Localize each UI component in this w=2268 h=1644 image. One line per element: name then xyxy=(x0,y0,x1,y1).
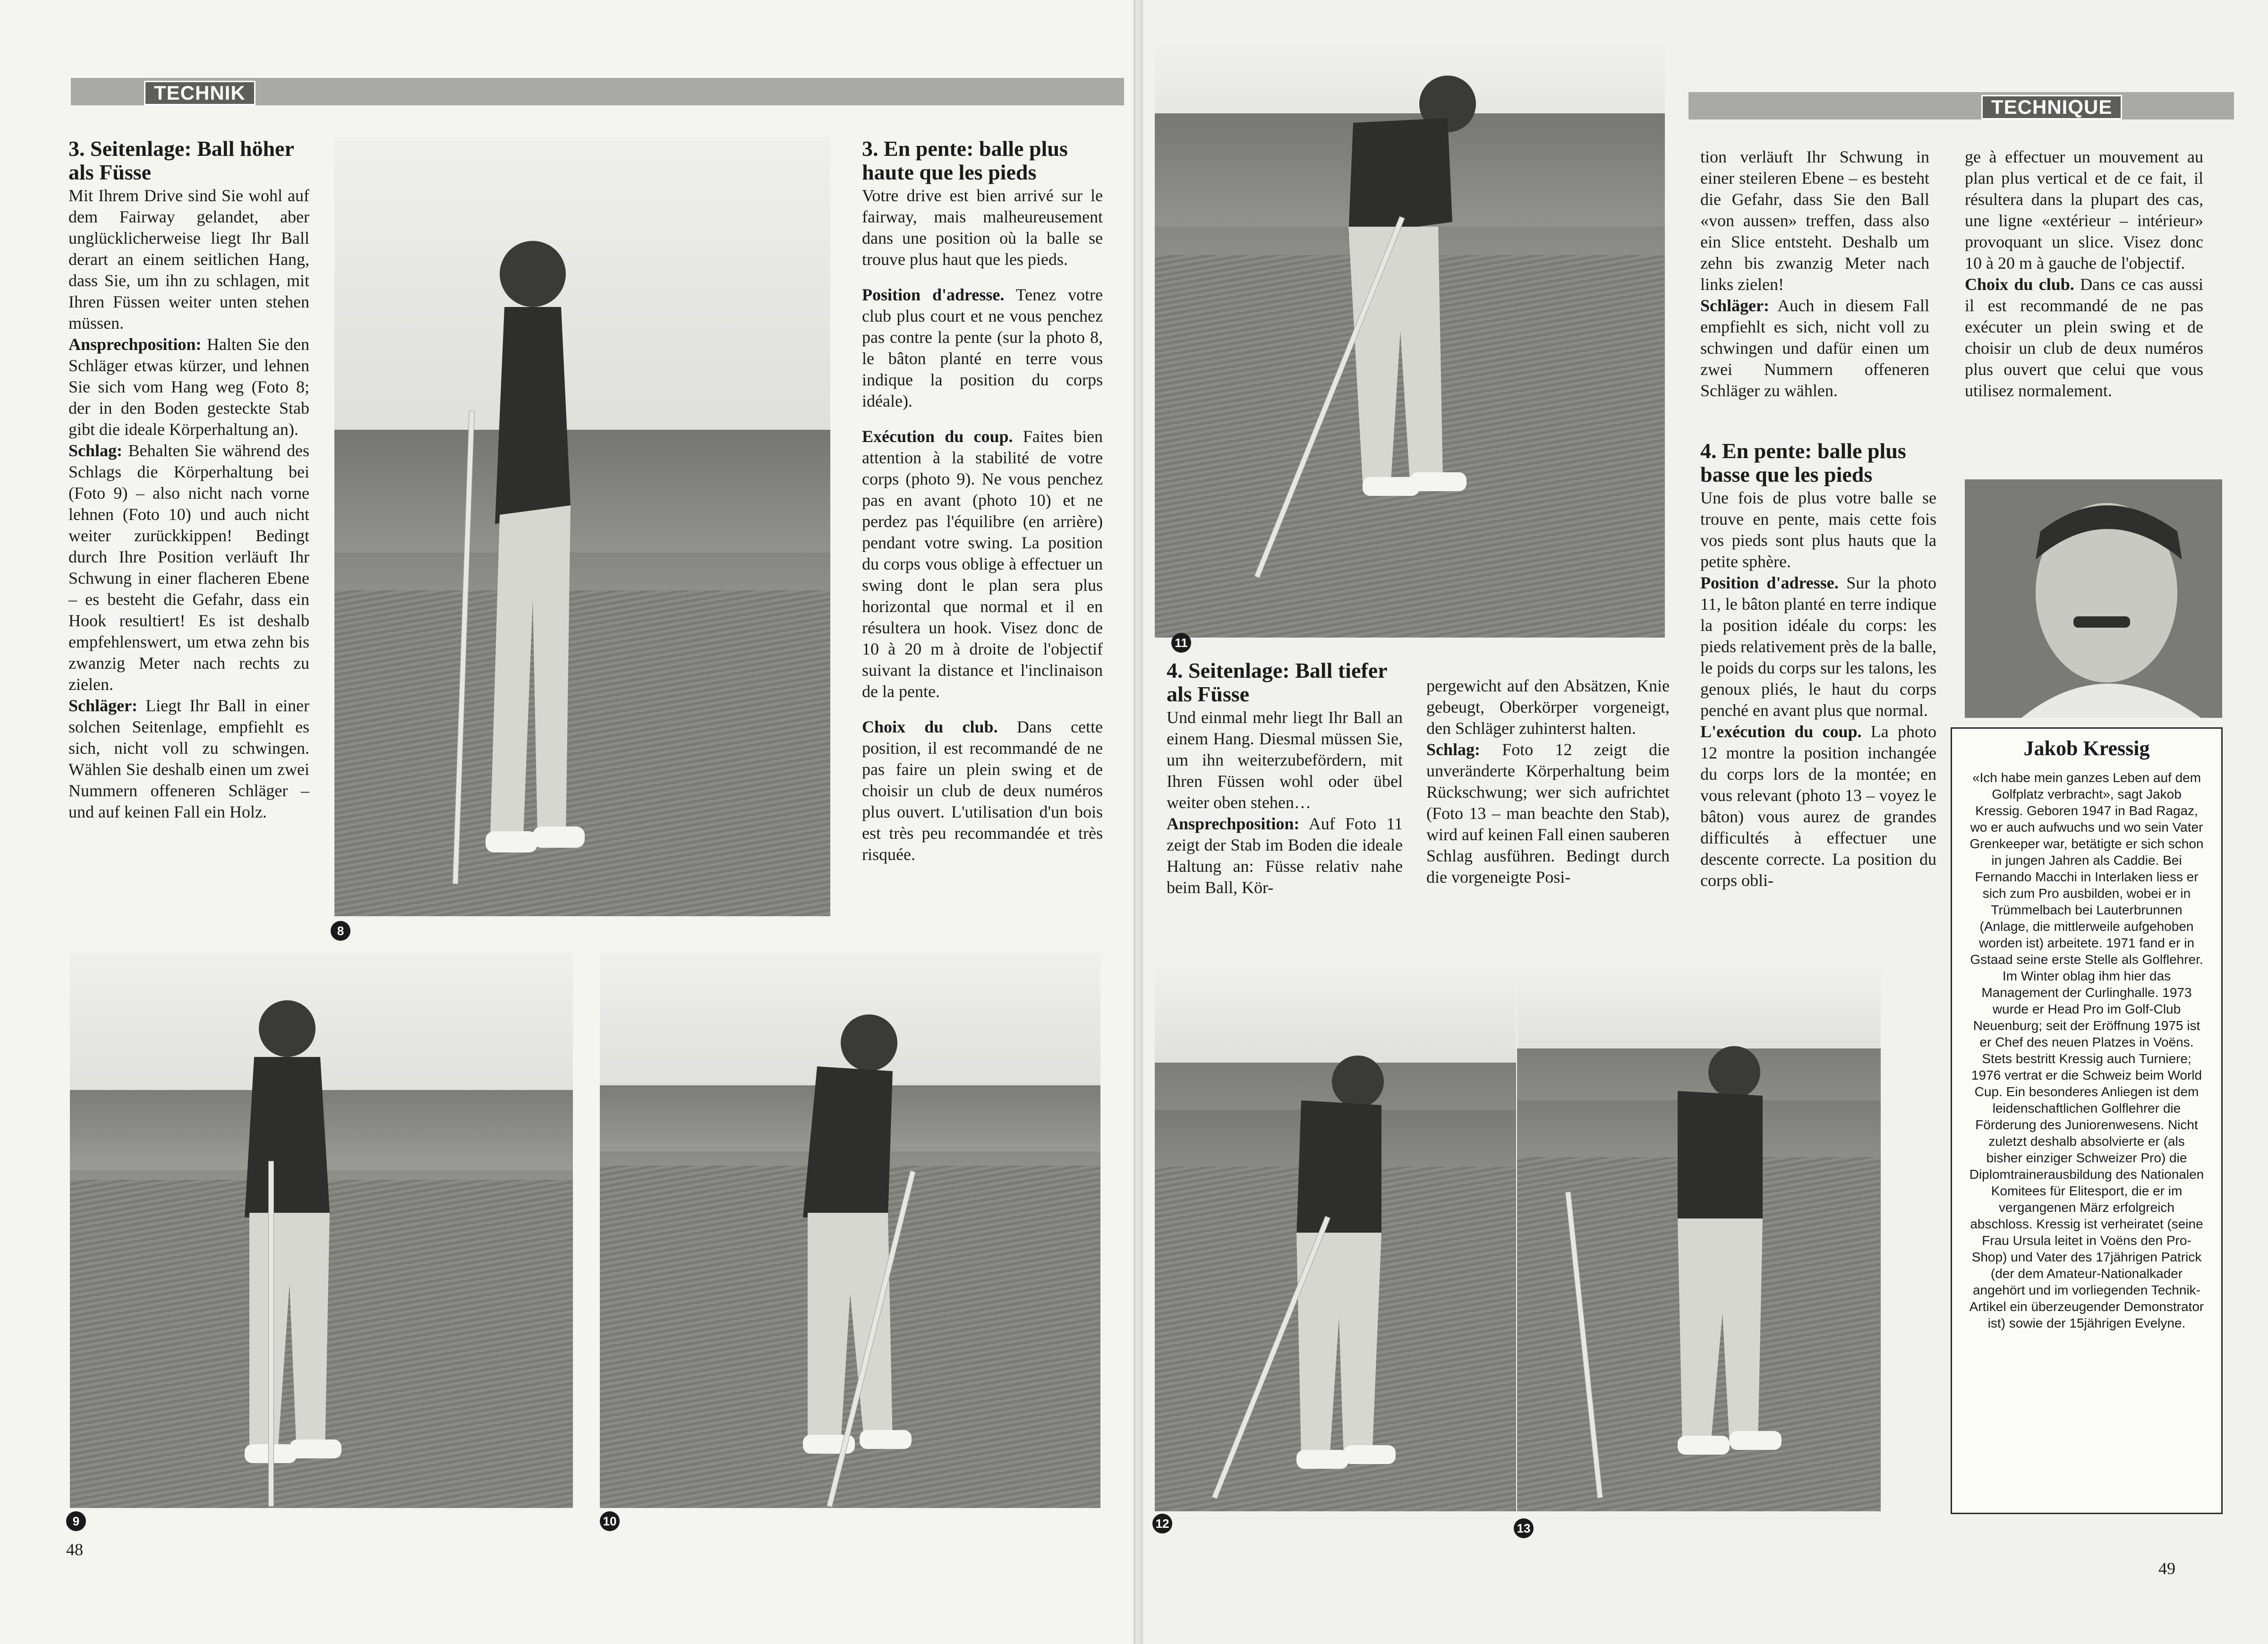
photo-9 xyxy=(70,953,573,1508)
gutter xyxy=(1134,0,1143,1644)
paragraph: Liegt Ihr Ball in einer solchen Seitenlage, empfiehlt es sich, nicht voll zu schwingen. Wählen Sie deshalb einen um zwei Nummern offeneren Schläger – und auf keinen Fall ein Holz. xyxy=(68,696,309,821)
subhead: Schläger: xyxy=(68,696,137,715)
intro-paragraph: Votre drive est bien arrivé sur le fairway, mais malheureusement dans une position où la balle se trouve plus haut que les pieds. xyxy=(862,186,1103,269)
paragraph: Dans ce cas aussi il est recommandé de ne pas exécuter un plein swing et de choisir un club de deux numéros plus ouvert que celui que vous utilisez normalement. xyxy=(1965,275,2203,400)
german-article-column xyxy=(1167,659,1403,898)
article-heading: 4. En pente: balle plus basse que les pieds xyxy=(1700,439,1906,486)
article-heading: 4. Seitenlage: Ball tiefer als Füsse xyxy=(1167,658,1387,706)
subhead: Ansprechposition: xyxy=(1167,814,1300,833)
photo-10 xyxy=(600,953,1100,1508)
section-label: TECHNIQUE xyxy=(1981,95,2122,119)
subhead: Choix du club. xyxy=(1965,275,2074,294)
german-continuation-column xyxy=(1700,146,1929,401)
photo-8 xyxy=(334,137,830,916)
subhead: Exécution du coup. xyxy=(862,427,1013,446)
article-heading: 3. Seitenlage: Ball höher als Füsse xyxy=(68,136,294,184)
paragraph: Foto 12 zeigt die unveränderte Körperhaltung beim Rückschwung; wer sich aufrichtet (Foto 13 – man beachte den Stab), wird auf keinen Fall einen sauberen Schlag ausführen. Bedingt durch die vorgeneigte Posi- xyxy=(1426,740,1670,886)
paragraph: Dans cette position, il est recommandé de ne pas faire un plein swing et de choisir un club de deux numéros plus ouvert. L'utilisation d'un bois est très peu recommandée et très risquée. xyxy=(862,717,1103,864)
photo-number-badge: 8 xyxy=(331,921,350,941)
paragraph: Auf Foto 11 zeigt der Stab im Boden die ideale Haltung an: Füsse relativ nahe beim Ball, Kör- xyxy=(1167,814,1403,897)
golfer-figure xyxy=(1296,66,1495,515)
photo-number-badge: 10 xyxy=(600,1511,620,1531)
profile-name: Jakob Kressig xyxy=(2023,737,2150,760)
german-article-column xyxy=(68,137,309,823)
golfer-figure xyxy=(1249,1025,1410,1497)
subhead: Schlag: xyxy=(68,441,123,460)
paragraph: tion verläuft Ihr Schwung in einer steileren Ebene – es besteht die Gefahr, dass Sie den Ball «von aussen» treffen, dass also ein Slice entsteht. Deshalb um zehn bis zwanzig Meter nach links zielen! xyxy=(1700,147,1929,294)
french-article-column xyxy=(862,137,1103,865)
subhead: Choix du club. xyxy=(862,717,998,736)
paragraph: Sur la photo 11, le bâton planté en terre indique la position idéale du corps: les pieds relativement près de la balle, le poids du corps sur les talons, les genoux pliés, le haut du corps penché en avant plus que normal. xyxy=(1700,573,1936,720)
subhead: Ansprechposition: xyxy=(68,335,202,354)
golfer-figure xyxy=(1630,1020,1791,1492)
paragraph: Tenez votre club plus court et ne vous penchez pas contre la pente (sur la photo 8, le bâton planté en terre vous indique la position du corps idéale). xyxy=(862,285,1103,410)
article-heading: 3. En pente: balle plus haute que les pieds xyxy=(862,136,1068,184)
section-bar xyxy=(1688,92,2234,119)
page-number: 49 xyxy=(2158,1559,2175,1578)
paragraph: Behalten Sie während des Schlags die Körperhaltung bei (Foto 9) – also nicht nach vorne lehnen (Foto 10) und auch nicht weiter zurückkippen! Bedingt durch Ihre Position verläuft Ihr Schwung in einer flacheren Ebene – es besteht die Gefahr, dass ein Hook resultiert! Es ist deshalb empfehlenswert, um etwa zehn bis zwanzig Meter nach rechts zu zielen. xyxy=(68,441,309,694)
section-bar xyxy=(71,78,1124,105)
profile-bio: «Ich habe mein ganzes Leben auf dem Golfplatz verbracht», sagt Jakob Kressig. Geboren 1947 in Bad Ragaz, wo er auch aufwuchs und wo sein Vater Grenkeeper war, betätigte er sich schon in jungen Jahren als Caddie. Bei Fernando Macchi in Interlaken liess er sich zum Pro ausbilden, wobei er in Trümmelbach bei Lauterbrunnen (Anlage, die mittlerweile aufgehoben worden ist) arbeitete. 1971 fand er in Gstaad seine erste Stelle als Golflehrer. Im Winter oblag ihm hier das Management der Curlinghalle. 1973 wurde er Head Pro im Golf-Club Neuenburg; seit der Eröffnung 1975 ist er Chef des neuen Platzes in Voëns. Stets bestritt Kressig auch Turniere; 1976 vertrat er die Schweiz beim World Cup. Ein besonderes Anliegen ist dem leidenschaftlichen Golflehrer die Förderung des Juniorenwesens. Nicht zuletzt deshalb absolvierte er (als bisher einziger Schweizer Pro) die Diplomtrainerausbildung des Nationalen Komitees für Elitesport, die er im vergangenen März erfolgreich abschloss. Kressig ist verheiratet (seine Frau Ursula leitet in Voëns den Pro-Shop) und Vater des 17jährigen Patrick (der dem Amateur-Nationalkader angehört und im vorliegenden Technik-Artikel ein überzeugender Demonstrator ist) sowie der 15jährigen Evelyne. xyxy=(1969,770,2204,1330)
photo-11 xyxy=(1155,47,1665,638)
french-article-column xyxy=(1700,439,1936,891)
subhead: Position d'adresse. xyxy=(1700,573,1839,592)
subhead: Schläger: xyxy=(1700,296,1769,315)
intro-paragraph: Une fois de plus votre balle se trouve en pente, mais cette fois vos pieds sont plus hauts que la petite sphère. xyxy=(1700,488,1936,571)
subhead: Position d'adresse. xyxy=(862,285,1005,304)
section-label: TECHNIK xyxy=(144,81,256,105)
intro-paragraph: Mit Ihrem Drive sind Sie wohl auf dem Fairway gelandet, aber unglücklicherweise liegt Ihr Ball derart an einem seitlichen Hang, dass Sie, um ihn zu schlagen, mit Ihren Füssen weiter unten stehen müssen. xyxy=(68,186,309,332)
paragraph: Faites bien attention à la stabilité de votre corps (photo 9). Ne vous penchez pas en avant (photo 10) et ne perdez pas l'équilibre (en arrière) pendant votre swing. La position du corps vous oblige à effectuer un swing dont le plan sera plus horizontal que normal et il en résultera un hook. Visez donc de 10 à 20 m à droite de l'objectif suivant la distance et l'inclinaison de la pente. xyxy=(862,427,1103,701)
profile-box xyxy=(1951,727,2223,1514)
german-article-column-continued xyxy=(1426,675,1670,888)
photo-number-badge: 9 xyxy=(66,1511,86,1531)
photo-number-badge: 12 xyxy=(1152,1514,1172,1533)
golfer-figure xyxy=(438,222,594,883)
page-number: 48 xyxy=(66,1540,83,1559)
right-page xyxy=(1143,0,2268,1644)
paragraph: pergewicht auf den Absätzen, Knie gebeugt, Oberkörper vorgeneigt, den Schläger zuhinterst halten. xyxy=(1426,676,1670,738)
paragraph: ge à effectuer un mouvement au plan plus vertical et de ce fait, il résultera dans la plupart des cas, une ligne «extérieur – intérieur» provoquant un slice. Visez donc 10 à 20 m à gauche de l'objectif. xyxy=(1965,147,2203,273)
intro-paragraph: Und einmal mehr liegt Ihr Ball an einem Hang. Diesmal müssen Sie, um ihn weiterzubefördern, mit Ihren Füssen wohl oder übel weiter oben stehen… xyxy=(1167,708,1403,812)
portrait-photo xyxy=(1965,479,2222,718)
subhead: L'exécution du coup. xyxy=(1700,722,1862,741)
photo-13 xyxy=(1517,968,1881,1511)
photo-number-badge: 13 xyxy=(1514,1518,1534,1538)
subhead: Schlag: xyxy=(1426,740,1481,759)
paragraph: La photo 12 montre la position inchangée du corps lors de la montée; en vous relevant (photo 13 – voyez le bâton) vous aurez de grandes difficultés à effectuer une descente correcte. La position du corps obli- xyxy=(1700,722,1936,890)
alignment-stick xyxy=(268,1161,274,1507)
paragraph: Halten Sie den Schläger etwas kürzer, und lehnen Sie sich vom Hang weg (Foto 8; der in den Boden gesteckte Stab gibt die ideale Körperhaltung an). xyxy=(68,335,309,439)
photo-12 xyxy=(1155,968,1516,1511)
photo-number-badge: 11 xyxy=(1171,633,1191,653)
paragraph: Auch in diesem Fall empfiehlt es sich, nicht voll zu schwingen und dafür einen um zwei Nummern offeneren Schläger zu wählen. xyxy=(1700,296,1929,400)
french-continuation-column xyxy=(1965,146,2203,401)
